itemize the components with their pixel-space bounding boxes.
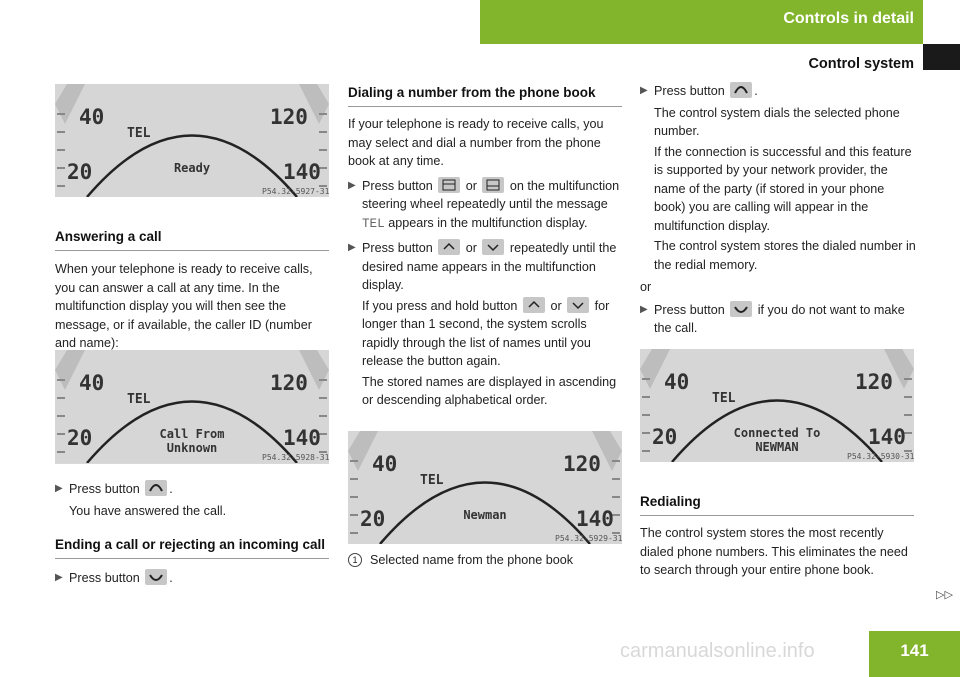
- figure-code: P54.32-5930-31: [847, 452, 914, 461]
- arrow-icon: ▶: [55, 572, 63, 583]
- speed-140-label: 140: [868, 425, 906, 449]
- caption-text: Selected name from the phone book: [370, 553, 574, 567]
- speed-20-label: 20: [67, 426, 93, 450]
- subsection-title: Control system: [808, 56, 914, 72]
- bullet-text: appears in the multifunction display.: [388, 215, 588, 230]
- ending-heading: Ending a call or rejecting an incoming call: [55, 535, 329, 559]
- bullet-text: Press button: [654, 302, 725, 317]
- display-line-1: Call From: [159, 427, 225, 441]
- display-connected-image: [640, 349, 914, 462]
- bullet-text: Press button: [69, 571, 140, 585]
- phonebook-intro: If your telephone is ready to receive calls, you may select and dial a number from the phone book at any time.: [348, 117, 604, 168]
- bullet-text: or: [465, 178, 477, 193]
- speed-140-label: 140: [576, 507, 614, 531]
- phone-answer-key-icon: [145, 480, 167, 496]
- bullet-press-end: ▶ Press button .: [55, 569, 329, 588]
- tel-message: TEL: [362, 216, 385, 231]
- answering-text: When your telephone is ready to receive calls, you can answer a call at any time. In the multifunction display you will then see the message, or if available, the caller ID (number and name):: [55, 262, 313, 350]
- tel-label: TEL: [712, 391, 736, 406]
- menu-next-key-icon: [438, 177, 460, 193]
- bullet-scroll-names: [348, 239, 622, 295]
- speed-40-label: 40: [79, 371, 105, 395]
- bullet-cancel: [640, 301, 916, 338]
- answering-heading: Answering a call: [55, 227, 329, 251]
- redialing-section: [640, 492, 914, 580]
- down-key-icon: [567, 297, 589, 313]
- tel-label: TEL: [127, 126, 151, 141]
- or-text: or: [640, 280, 652, 294]
- sorted-names-text: The stored names are displayed in ascending or descending alphabetical order.: [362, 374, 617, 407]
- bullet-text: on the multifunction steering wheel repeatedly until the message: [362, 178, 620, 211]
- speed-40-label: 40: [79, 105, 105, 129]
- bullet-text: repeatedly until the desired name appears in the multifunction display.: [362, 241, 617, 292]
- speed-120-label: 120: [563, 452, 601, 476]
- speed-140-label: 140: [283, 426, 321, 450]
- right-column: [640, 82, 916, 338]
- left-column-lower: [55, 480, 329, 588]
- up-key-icon: [523, 297, 545, 313]
- tel-label: TEL: [127, 392, 151, 407]
- caption-number: 1: [348, 553, 362, 567]
- redialing-text: The control system stores the most recently dialed phone numbers. This eliminates the need to search through your entire phone book.: [640, 526, 908, 577]
- arrow-icon: ▶: [348, 179, 356, 191]
- bullet-text: if you do not want to make the call.: [654, 302, 905, 335]
- connection-text: If the connection is successful and this feature is supported by your network provider, the name of the party (if stored in your phone book) you are calling will appear in the multifunction display.: [654, 144, 912, 233]
- dial-text: The control system dials the selected phone number.: [654, 105, 900, 138]
- text-span: for longer than 1 second, the system scrolls rapidly through the list of names until you release the button again.: [362, 298, 610, 368]
- phonebook-caption: [348, 551, 622, 570]
- phone-hangup-key-icon: [145, 569, 167, 585]
- phone-hangup-key-icon: [730, 301, 752, 317]
- speed-20-label: 20: [67, 160, 93, 184]
- bullet-text: Press button: [362, 241, 433, 255]
- arrow-icon: ▶: [55, 483, 63, 494]
- phone-answer-key-icon: [730, 82, 752, 98]
- continue-marker: ▷▷: [936, 589, 953, 601]
- speed-20-label: 20: [360, 507, 386, 531]
- speed-120-label: 120: [270, 105, 308, 129]
- display-line-2: Unknown: [166, 441, 218, 455]
- arrow-icon: ▶: [348, 242, 356, 253]
- speed-120-label: 120: [270, 371, 308, 395]
- display-line-2: NEWMAN: [755, 440, 799, 454]
- section-title: Controls in detail: [783, 10, 914, 27]
- arrow-icon: ▶: [640, 85, 648, 96]
- arrow-icon: ▶: [640, 303, 648, 315]
- redial-memory-text: The control system stores the dialed number in the redial memory.: [654, 239, 916, 272]
- up-key-icon: [438, 239, 460, 255]
- bullet-dial: ▶ Press button .: [640, 82, 916, 101]
- speed-40-label: 40: [664, 370, 690, 394]
- display-newman-image: [348, 431, 622, 544]
- page-number: 141: [869, 631, 960, 677]
- middle-column: [348, 83, 622, 410]
- display-call-from-image: [55, 350, 329, 464]
- bullet-select-tel: [348, 177, 622, 234]
- watermark: carmanualsonline.info: [620, 640, 815, 662]
- bullet-text: Press button: [654, 84, 725, 98]
- speed-120-label: 120: [855, 370, 893, 394]
- text-span: If you press and hold button: [362, 298, 518, 313]
- figure-code: P54.32-5929-31: [555, 534, 622, 543]
- bullet-text: Press button: [69, 482, 140, 496]
- tel-label: TEL: [420, 473, 444, 488]
- header-tab-marker: [923, 44, 960, 70]
- display-line-1: Ready: [173, 161, 211, 175]
- menu-prev-key-icon: [482, 177, 504, 193]
- phonebook-heading: Dialing a number from the phone book: [348, 83, 622, 107]
- figure-code: P54.32-5928-31: [262, 453, 329, 462]
- display-line-1: Connected To: [733, 426, 821, 440]
- speed-20-label: 20: [652, 425, 678, 449]
- down-key-icon: [482, 239, 504, 255]
- bullet-text: or: [465, 241, 477, 255]
- bullet-text: Press button: [362, 178, 433, 193]
- hold-button-text: [348, 297, 622, 371]
- speed-140-label: 140: [283, 160, 321, 184]
- left-column: [55, 227, 329, 353]
- display-ready-image: [55, 84, 329, 197]
- redialing-heading: Redialing: [640, 492, 914, 516]
- text-span: or: [550, 298, 562, 313]
- speed-40-label: 40: [372, 452, 398, 476]
- figure-code: P54.32-5927-31: [262, 187, 329, 196]
- answered-text: You have answered the call.: [69, 503, 227, 518]
- display-line-1: Newman: [463, 508, 507, 522]
- bullet-press-answer: ▶ Press button .: [55, 480, 329, 499]
